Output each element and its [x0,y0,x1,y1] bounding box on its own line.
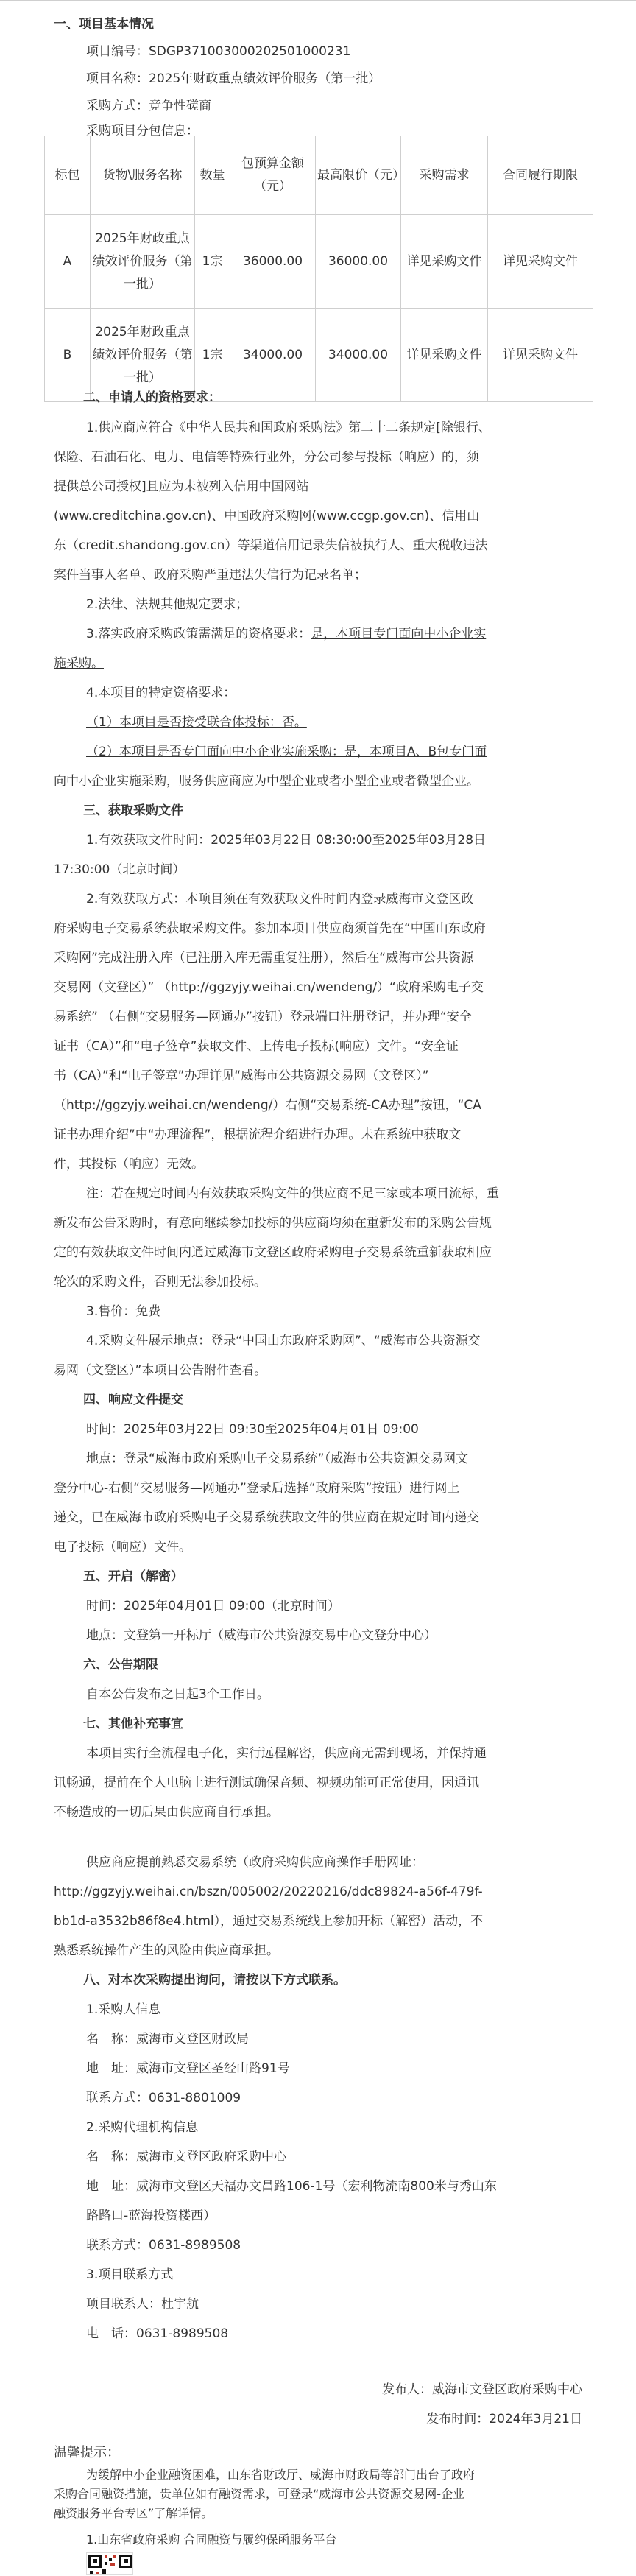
top-divider [0,0,636,1]
publish-date: 发布时间：2024年3月21日 [426,2412,582,2427]
sme-only-text: （2）本项目是否专门面向中小企业实施采购：是，本项目A、B包专门面 [86,745,487,759]
credit-shandong-link[interactable]: 东（credit.shandong.gov.cn） [54,538,238,553]
acquire-note: 新发布公告采购时，有意向继续参加投标的供应商均须在重新发布的采购公告规 [54,1216,492,1231]
submission-place: 电子投标（响应）文件。 [54,1540,191,1555]
acquire-method: 采购网”完成注册入库（已注册入库无需重复注册），然后在“威海市公共资源 [54,951,474,965]
purchaser-phone: 联系方式：0631-8801009 [86,2091,241,2105]
submission-place: 登分中心-右侧“交易服务—网通办”登录后选择“政府采购”按钮）进行网上 [54,1481,460,1496]
qr-code-graphic [87,2553,133,2575]
table-cell: 1宗 [195,215,230,309]
table-header: 货物\服务名称 [91,136,195,215]
acquire-method: 证书办理介绍”中“办理流程”，根据流程介绍进行办理。未在系统中获取文 [54,1127,462,1142]
table-cell: 详见采购文件 [488,309,593,402]
acquire-method: 易系统” （右侧“交易服务—网通办”按钮）登录端口注册登记，并办理“安全 [54,1010,472,1024]
project-contact-person: 项目联系人：杜宇航 [86,2297,199,2312]
manual-url-link[interactable]: http://ggzyjy.weihai.cn/bszn/005002/20220216/ddc89824-a56f-479f- [54,1885,483,1899]
project-name: 项目名称：2025年财政重点绩效评价服务（第一批） [86,71,381,86]
acquire-time: 1.有效获取文件时间：2025年03月22日 08:30:00至2025年03月28日 [86,833,487,848]
acquire-note: 注：若在规定时间内有效获取采购文件的供应商不足三家或本项目流标，重 [86,1186,499,1201]
section4-heading: 四、响应文件提交 [83,1393,183,1407]
section2-heading: 二、申请人的资格要求： [83,390,221,405]
purchaser-title: 1.采购人信息 [86,2002,161,2017]
packages-label: 采购项目分包信息： [86,124,199,138]
submission-time: 时间：2025年03月22日 09:30至2025年04月01日 09:00 [86,1422,419,1437]
acquire-method: 证书（CA）”和“电子签章”获取文件、上传电子投标(响应）文件。“安全证 [54,1039,459,1054]
acquire-method: 件，其投标（响应）无效。 [54,1157,204,1172]
qualification-text: 、中国政府采购网(www.ccgp.gov.cn)、信用山 [211,509,480,524]
table-cell: 2025年财政重点绩效评价服务（第一批） [91,309,195,402]
section6-heading: 六、公告期限 [83,1658,158,1672]
purchaser-name: 名 称：威海市文登区财政局 [86,2032,249,2047]
acquire-method: 交易网（文登区）” （http://ggzyjy.weihai.cn/wendeng/）“政府采购电子交 [54,980,484,995]
qualification-text-line [54,507,479,526]
table-header: 标包 [45,136,91,215]
notice-title: 温馨提示： [54,2445,120,2460]
qualification-text: 案件当事人名单、政府采购严重违法失信行为记录名单； [54,568,367,583]
project-number: 项目编号：SDGP371003000202501000231 [86,44,351,59]
agency-address: 地 址：威海市文登区天福办文昌路106-1号（宏利物流南800米与秀山东 [86,2179,497,2194]
qualification-text: 2.法律、法规其他规定要求； [86,597,249,612]
acquire-time: 17:30:00（北京时间） [54,862,186,877]
other-notes: 不畅造成的一切后果由供应商自行承担。 [54,1805,279,1820]
project-contact-phone: 电 话：0631-8989508 [86,2326,229,2341]
document-media: 4.采购文件展示地点：登录“中国山东政府采购网”、“威海市公共资源交 [86,1334,481,1348]
table-cell: 2025年财政重点绩效评价服务（第一批） [91,215,195,309]
acquire-note: 轮次的采购文件，否则无法参加投标。 [54,1275,266,1289]
document-price: 3.售价：免费 [86,1304,161,1319]
acquire-method: 书（CA）”和“电子签章”办理详见“威海市公共资源交易网（文登区）” [54,1069,429,1083]
package-table [44,136,593,402]
publisher: 发布人：威海市文登区政府采购中心 [382,2382,582,2397]
table-cell: B [45,309,91,402]
qualification-text: 4.本项目的特定资格要求： [86,686,236,700]
submission-place: 地点：登录“威海市政府采购电子交易系统”（威海市公共资源交易网文 [86,1451,469,1466]
table-cell: 详见采购文件 [488,215,593,309]
qualification-text: 3.落实政府采购政策需满足的资格要求： [86,627,311,641]
financing-platform-link[interactable]: 1.山东省政府采购 合同融资与履约保函服务平台 [86,2533,337,2547]
other-notes: 本项目实行全流程电子化，实行远程解密，供应商无需到现场，并保持通 [86,1746,487,1761]
table-header: 合同履行期限 [488,136,593,215]
notice-text: 采购合同融资措施，贵单位如有融资需求，可登录“威海市公共资源交易网-企业 [54,2487,465,2501]
creditchina-link[interactable]: (www.creditchina.gov.cn) [54,509,212,524]
table-cell: 详见采购文件 [401,309,488,402]
agency-address: 路路口-蓝海投资楼西） [86,2209,216,2223]
procurement-method: 采购方式：竞争性磋商 [86,99,211,113]
notice-text: 融资服务平台专区”了解详情。 [54,2506,213,2520]
qualification-text: 提供总公司授权]且应为未被列入信用中国网站 [54,479,309,494]
agency-title: 2.采购代理机构信息 [86,2120,199,2135]
sme-policy-text: 是，本项目专门面向中小企业实 [311,627,487,641]
table-header: 最高限价（元） [316,136,401,215]
consortium-text: （1）本项目是否接受联合体投标：否。 [86,715,307,730]
qualification-text-line [54,536,487,555]
qr-code-icon [86,2552,133,2575]
document-media: 易网（文登区）”本项目公告附件查看。 [54,1363,267,1378]
table-cell: 34000.00 [316,309,401,402]
acquire-method: 2.有效获取方式：本项目须在有效获取文件时间内登录威海市文登区政 [86,892,474,907]
qualification-text-line [86,624,486,644]
project-contact-title: 3.项目联系方式 [86,2267,174,2282]
table-cell: 1宗 [195,309,230,402]
qualification-text: 1.供应商应符合《中华人民共和国政府采购法》第二十二条规定[除银行、 [86,420,491,435]
sme-only-text: 向中小企业实施采购，服务供应商应为中型企业或者小型企业或者微型企业。 [54,774,479,789]
table-cell: 34000.00 [230,309,316,402]
acquire-method: （http://ggzyjy.weihai.cn/wendeng/）右侧“交易系统-CA办理”按钮，“CA [54,1098,481,1113]
table-header-row [45,136,593,215]
table-cell: 36000.00 [316,215,401,309]
qualification-text: 等渠道信用记录失信被执行人、重大税收违法 [237,538,488,553]
acquire-note: 定的有效获取文件时间内通过威海市文登区政府采购电子交易系统重新获取相应 [54,1245,492,1260]
section5-heading: 五、开启（解密） [83,1569,183,1584]
agency-name: 名 称：威海市文登区政府采购中心 [86,2150,286,2164]
purchaser-address: 地 址：威海市文登区圣经山路91号 [86,2061,290,2076]
table-cell: 详见采购文件 [401,215,488,309]
other-notes: 熟悉系统操作产生的风险由供应商承担。 [54,1943,279,1958]
section3-heading: 三、获取采购文件 [83,803,183,818]
submission-place: 递交，已在威海市政府采购电子交易系统获取文件的供应商在规定时间内递交 [54,1510,479,1525]
section1-heading: 一、项目基本情况 [54,17,154,32]
notice-period: 自本公告发布之日起3个工作日。 [86,1687,269,1702]
opening-place: 地点：文登第一开标厅（威海市公共资源交易中心文登分中心） [86,1628,437,1643]
other-notes: 供应商应提前熟悉交易系统（政府采购供应商操作手册网址： [86,1855,424,1870]
table-cell: A [45,215,91,309]
agency-phone: 联系方式：0631-8989508 [86,2238,241,2253]
table-row [45,215,593,309]
acquire-method: 府采购电子交易系统获取采购文件。参加本项目供应商须首先在“中国山东政府 [54,921,486,936]
opening-time: 时间：2025年04月01日 09:00（北京时间） [86,1599,340,1613]
section7-heading: 七、其他补充事宜 [83,1717,183,1731]
table-cell: 36000.00 [230,215,316,309]
other-notes: 讯畅通，提前在个人电脑上进行测试确保音频、视频功能可正常使用，因通讯 [54,1776,479,1790]
qualification-text: 保险、石油石化、电力、电信等特殊行业外，分公司参与投标（响应）的，须 [54,450,479,465]
notice-text: 为缓解中小企业融资困难，山东省财政厅、威海市财政局等部门出台了政府 [86,2468,476,2482]
section8-heading: 八、对本次采购提出询问，请按以下方式联系。 [83,1973,346,1988]
sme-policy-text: 施采购。 [54,656,104,671]
table-header: 数量 [195,136,230,215]
table-header: 采购需求 [401,136,488,215]
table-header: 包预算金额（元） [230,136,316,215]
other-notes: bb1d-a3532b86f8e4.html），通过交易系统线上参加开标（解密）活动，不 [54,1914,484,1929]
